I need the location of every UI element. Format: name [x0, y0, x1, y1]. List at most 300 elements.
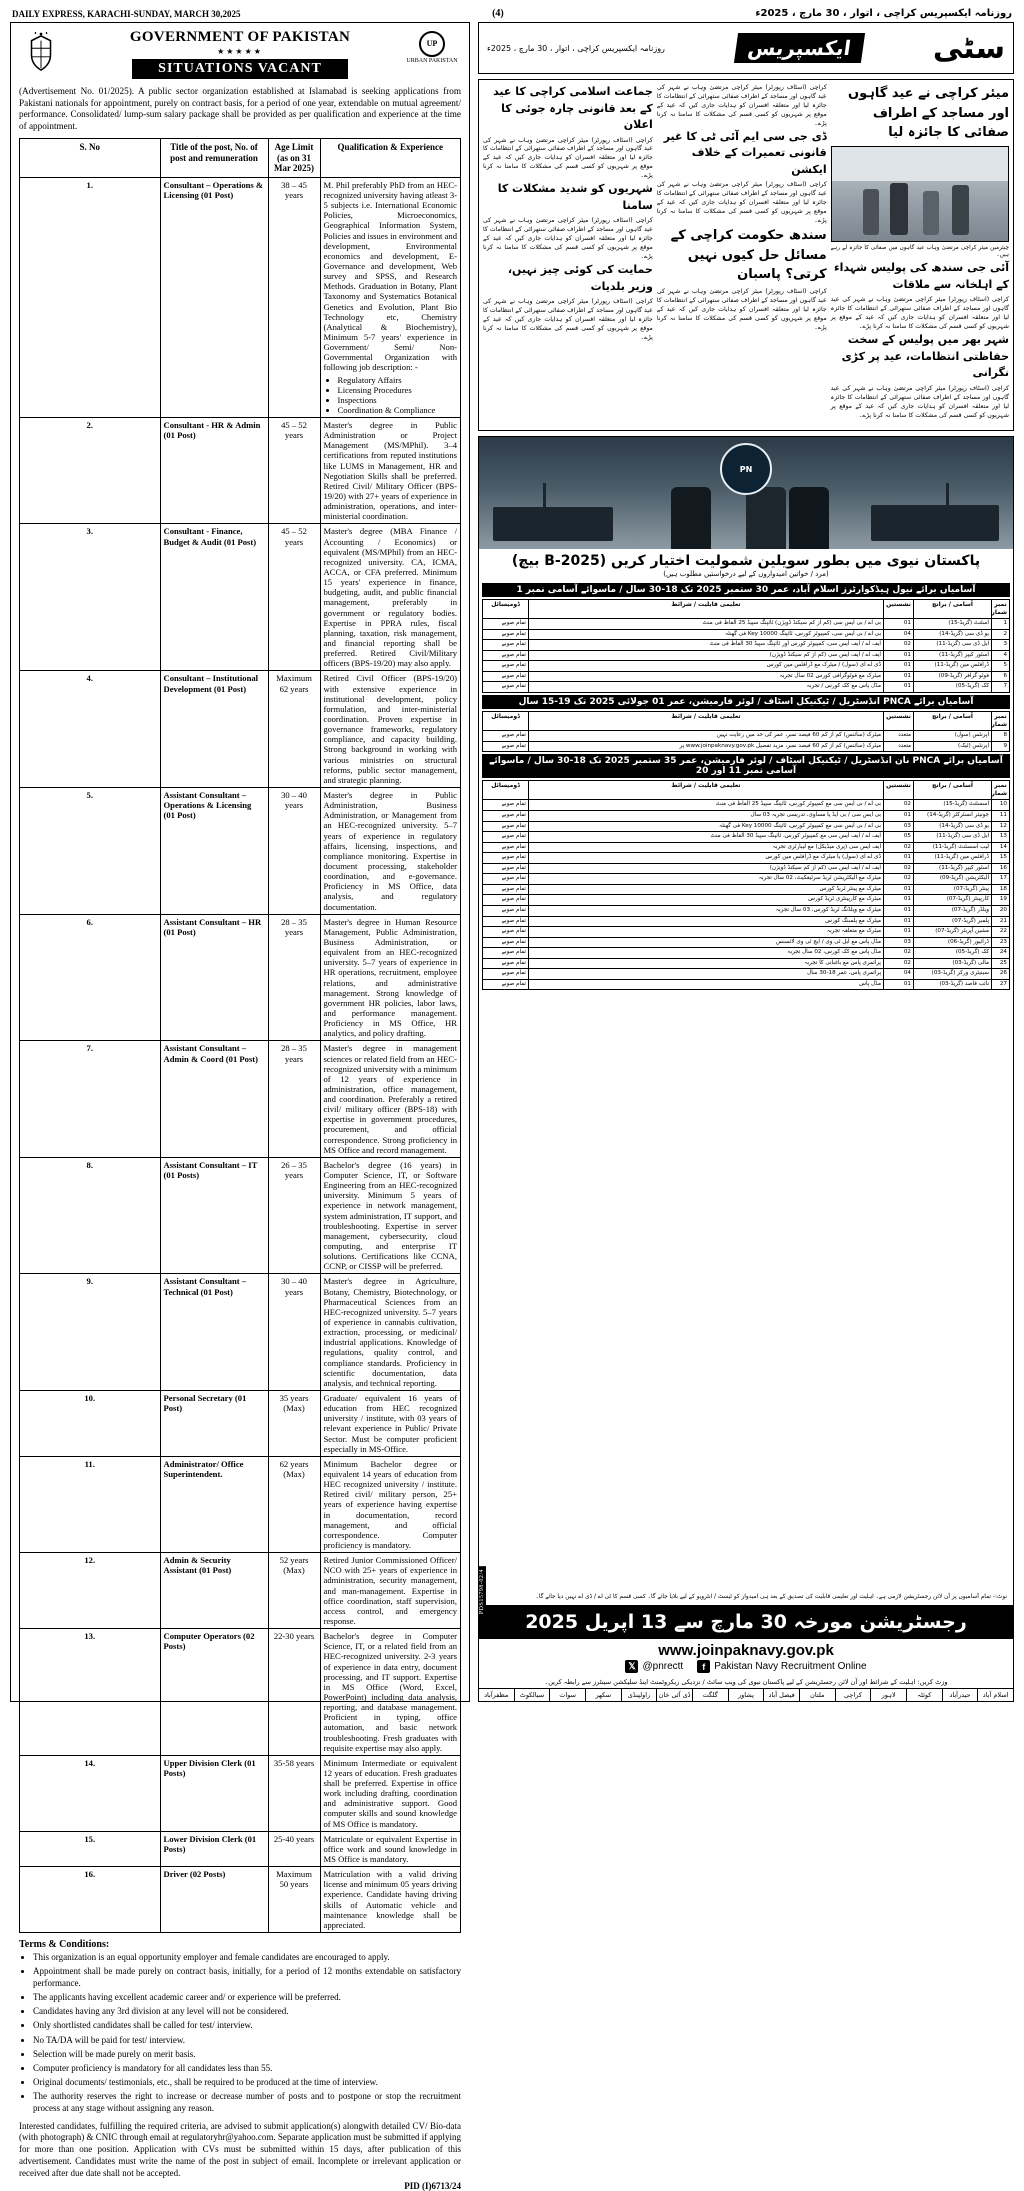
row-branch: ڈرافٹس مین (گریڈ-11): [914, 853, 992, 864]
table-row: [483, 842, 1010, 853]
express-city-banner: [478, 22, 1014, 74]
table-row: [20, 1391, 461, 1457]
row-seats: 01: [884, 927, 914, 938]
row-post-title: Assistant Consultant – HR (01 Post): [160, 914, 268, 1041]
row-number: 25: [992, 958, 1010, 969]
row-qualification: Matriculation with a valid driving license and minimum 05 years driving experience. Candidate having driving skills of Automatic vehicle and maintenance knowledge shall be appreciated.: [320, 1867, 461, 1933]
row-serial-number: 6.: [20, 914, 161, 1041]
row-age-limit: 30 – 40 years: [268, 787, 320, 914]
row-qualification: ایف اے / ایف ایس سی (کم از کم سیکنڈ ڈویژن): [529, 863, 884, 874]
row-age-limit: 45 – 52 years: [268, 418, 320, 524]
news-body-2: کراچی (اسٹاف رپورٹر) میئر کراچی مرتضیٰ وہاب نے شہر کی عید گاہوں اور مساجد کے اطراف صفائی ستھرائی کے انتظامات کا جائزہ لیا اور متعلقہ افسران کو ہدایات جاری کیں کہ عید کے موقع پر شہریوں کو کسی قسم کی مشکلات کا سامنا نہ کرنا پڑے۔: [830, 384, 1009, 419]
row-qualification: Master's degree in Agriculture, Botany, Chemistry, Biotechnology, or Pharmaceutical Sciences from an HEC-recognized university. 5–7 years of experience in cannabis cultivation, extraction, processing, or medicinal/ industrial applications. Knowledge of regulations, quality control, and compliance standards. Proficiency in scientific documentation, data analysis, and technical reporting.: [320, 1274, 461, 1391]
row-branch: الیکٹریشن (گریڈ-09): [914, 874, 992, 885]
row-number: 24: [992, 948, 1010, 959]
facebook-handle: Pakistan Navy Recruitment Online: [714, 1661, 867, 1672]
row-age-limit: 45 – 52 years: [268, 524, 320, 671]
news-headline-1: آئی جی سندھ کی پولیس شہداء کے اہلخانہ سے ملاقات: [834, 261, 1009, 291]
row-seats: 01: [884, 811, 914, 822]
header-seats: نشستیں: [884, 600, 914, 619]
row-domicile: تمام صوبے: [483, 650, 529, 661]
row-qualification: ایف اے / ایف ایس سی مع کمپیوٹر کورس، ٹائپنگ سپیڈ 30 الفاظ فی منٹ: [529, 832, 884, 843]
row-serial-number: 1.: [20, 177, 161, 417]
row-age-limit: 28 – 35 years: [268, 1041, 320, 1158]
row-seats: 02: [884, 863, 914, 874]
row-domicile: تمام صوبے: [483, 640, 529, 651]
news-block: [478, 79, 1014, 431]
recruitment-centre: اسلام آباد: [977, 1689, 1013, 1701]
row-qualification: میٹرک مع الیکٹریشن ٹریڈ سرٹیفکیٹ، 02 سال تجربہ: [529, 874, 884, 885]
news-body-8: کراچی (اسٹاف رپورٹر) میئر کراچی مرتضیٰ وہاب نے شہر کی عید گاہوں اور مساجد کے اطراف صفائی ستھرائی کے انتظامات کا جائزہ لیا اور متعلقہ افسران کو ہدایات جاری کیں کہ عید کے موقع پر شہریوں کو کسی قسم کی مشکلات کا سامنا نہ کرنا پڑے۔: [482, 298, 653, 342]
row-branch: لیب اسسٹنٹ (گریڈ-11): [914, 842, 992, 853]
table-row: [20, 1041, 461, 1158]
row-number: 3: [992, 640, 1010, 651]
row-serial-number: 10.: [20, 1391, 161, 1457]
row-serial-number: 4.: [20, 671, 161, 788]
row-age-limit: 22-30 years: [268, 1629, 320, 1756]
navy-footer: [479, 1590, 1013, 1701]
row-domicile: تمام صوبے: [483, 800, 529, 811]
recruitment-centre: ڈی آئی خان: [656, 1689, 692, 1701]
row-seats: 02: [884, 842, 914, 853]
row-qualification: Master's degree in Public Administration, Business Administration, or Management from an HEC-recognized university. 5–7 years of experience in regulatory affairs, licensing, inspections, and compliance monitoring. Expertise in document processing, stakeholder coordination, and e-governance. Proficiency in MS Office, data analysis, and regulatory documentation.: [320, 787, 461, 914]
term-item: • Appointment shall be made purely on contract basis, initially, for a period of 12 months extendable on satisfactory performance.: [33, 1966, 461, 1989]
navy-note: نوٹ:- تمام آسامیوں پر آن لائن رجسٹریشن لازمی ہے۔ اہلیت اور تعلیمی قابلیت کی تصدیق کے بعد ہی امیدوار کو ٹیسٹ / انٹرویو کے لیے بلایا جائے گا۔ کسی قسم کا ٹی اے / ڈی اے نہیں دیا جائے گا۔: [535, 1594, 1007, 1601]
row-qualification: Minimum Bachelor degree or equivalent 14 years of education from HEC recognized university / institute. Retired civil/ military person, 25+ years of experience having expertise in documentation, record management, and official correspondence. Computer proficiency is mandatory.: [320, 1456, 461, 1552]
row-number: 16: [992, 863, 1010, 874]
row-domicile: تمام صوبے: [483, 821, 529, 832]
row-domicile: تمام صوبے: [483, 979, 529, 990]
header-domicile: ڈومیسائل: [483, 712, 529, 731]
ad-header: [19, 29, 461, 79]
masthead: [10, 8, 1014, 22]
row-domicile: تمام صوبے: [483, 927, 529, 938]
row-number: 26: [992, 969, 1010, 980]
row-qualification: M. Phil preferably PhD from an HEC-recognized university having atleast 3-5 subjects i.e. International Economic Policies, Microeconomics, Geographical Information System, Policies and issues in environment and development, Environmental economics and development, E-Governance and development, Web survey and SPSS, and Research Methods. Graduation in Botany, Plant Taxonomy and Systematics Botanical Genetics and Evolution, Plant Bio Technology etc, Chemistry (Analytical & Biochemistry), Minimum 5-7 years' experience in Government/ Semi/ Non-Governmental Organization with following job description: - • Regulatory Affairs • Licensing Procedures • Inspections • Coordination & Compliance: [320, 177, 461, 417]
news-headline-4: سندھ حکومت کراچی کے مسائل حل کیوں نہیں کرتی؟ پاسبان: [670, 228, 827, 283]
row-domicile: تمام صوبے: [483, 832, 529, 843]
row-branch: پینٹر (گریڈ-07): [914, 884, 992, 895]
row-age-limit: 26 – 35 years: [268, 1157, 320, 1274]
row-branch: کارپینٹر (گریڈ-07): [914, 895, 992, 906]
page-columns: [10, 22, 1014, 2191]
recruitment-centre: کراچی: [835, 1689, 871, 1701]
row-qualification: Master's degree (MBA Finance / Accounting / Economics) or equivalent (MS/MPhil) from an HEC-recognized university. CA, ICMA, ACCA, or CFA preferred. Minimum 15 years' experience in finance, budgeting, audit, and public financial management, preferably in government or regulatory bodies. Expertise in PPRA rules, fiscal planning, taxation, risk management, and financial reporting shall be preferred. Retired Civil/Military officers (BPS-19/20) may also apply.: [320, 524, 461, 671]
recruitment-centre: مظفرآباد: [484, 1691, 509, 1699]
term-item: • Candidates having any 3rd division at any level will not be considered.: [33, 2006, 461, 2018]
header-qualification: Qualification & Experience: [320, 139, 461, 178]
header-age: Age Limit (as on 31 Mar 2025): [268, 139, 320, 178]
photo-figure: [890, 183, 908, 235]
news-headline-6: شہریوں کو شدید مشکلات کا سامنا: [497, 182, 653, 212]
table-row: [483, 682, 1010, 693]
table-row: [20, 787, 461, 914]
row-qualification: بی اے / بی ایس سی مع کمپیوٹر کورس، ٹائپنگ Key 10000 فی گھنٹہ: [529, 821, 884, 832]
row-number: 15: [992, 853, 1010, 864]
row-domicile: تمام صوبے: [483, 619, 529, 630]
photo-figure: [952, 185, 969, 235]
row-number: 2: [992, 629, 1010, 640]
term-item: • Only shortlisted candidates shall be called for test/ interview.: [33, 2020, 461, 2032]
row-seats: 01: [884, 682, 914, 693]
row-branch: ویلڈر (گریڈ-07): [914, 905, 992, 916]
facebook-link[interactable]: [697, 1660, 866, 1673]
table-row: [20, 1274, 461, 1391]
row-qualification: Retired Civil Officer (BPS-19/20) with extensive experience in institutional development, policy formulation, and inter-ministerial coordination. Proven expertise in governance frameworks, regulatory compliance, and capacity building. Strong background in working with various ministries on structural reforms, public sector management, and strategic planning.: [320, 671, 461, 788]
row-qualification: پرائمری پاس مع باغبانی کا تجربہ: [529, 958, 884, 969]
row-qualification: ڈی اے ای (سول) / میٹرک مع ڈرافٹس مین کورس: [529, 661, 884, 672]
row-qualification: Minimum Intermediate or equivalent 12 years of education. Fresh graduates shall be preferred. Expertise in office work including drafting, coordination and administrative support. Good computer skills and sound knowledge of MS Office is mandatory.: [320, 1755, 461, 1831]
table-row: [483, 916, 1010, 927]
row-serial-number: 11.: [20, 1456, 161, 1552]
list-item: • Coordination & Compliance: [338, 405, 458, 415]
row-qualification: Master's degree in Public Administration or Project Management (MS/MPhil). 3–4 certifications from reputed institutions like LUMS in Management, HR and Negotiation Skills shall be preferred. Retired Civil/ Military Officer (BPS-19/20) with 27+ years of experience in administration, operations, and inter-ministerial coordination.: [320, 418, 461, 524]
row-branch: کک (گریڈ-05): [914, 948, 992, 959]
news-body-1: کراچی (اسٹاف رپورٹر) میئر کراچی مرتضیٰ وہاب نے شہر کی عید گاہوں اور مساجد کے اطراف صفائی ستھرائی کے انتظامات کا جائزہ لیا اور متعلقہ افسران کو ہدایات جاری کیں کہ عید کے موقع پر شہریوں کو کسی قسم کی مشکلات کا سامنا نہ کرنا پڑے۔: [830, 296, 1009, 331]
navy-personnel: [746, 487, 786, 549]
header-qualification: تعلیمی قابلیت / شرائط: [529, 781, 884, 800]
row-number: 8: [992, 731, 1010, 742]
table-row: [483, 969, 1010, 980]
row-seats: 02: [884, 800, 914, 811]
row-branch: فوٹو گرافر (گریڈ-09): [914, 671, 992, 682]
row-qualification: بی اے / بی ایس سی (کم از کم سیکنڈ ڈویژن) ٹائپنگ سپیڈ 25 الفاظ فی منٹ: [529, 619, 884, 630]
pid-number: PID (I)6713/24: [404, 2181, 461, 2191]
row-serial-number: 15.: [20, 1831, 161, 1866]
header-no: نمبر شمار: [992, 712, 1010, 731]
row-domicile: تمام صوبے: [483, 661, 529, 672]
row-post-title: Upper Division Clerk (01 Posts): [160, 1755, 268, 1831]
term-item: • The applicants having excellent academic career and/ or experience will be preferred.: [33, 1992, 461, 2004]
row-qualification: Graduate/ equivalent 16 years of education from HEC recognized university / institute, with 03 years of relevant experience in Public/ Private Sector. Must be computer proficient especially in MS-Office.: [320, 1391, 461, 1457]
row-post-title: Consultant - HR & Admin (01 Post): [160, 418, 268, 524]
table-row: [483, 741, 1010, 752]
terms-title: Terms & Conditions:: [19, 1939, 110, 1951]
row-seats: 01: [884, 916, 914, 927]
row-qualification: ایف اے / ایف ایس سی، کمپیوٹر کورس اور ٹائپنگ سپیڈ 30 الفاظ فی منٹ: [529, 640, 884, 651]
jobs-table-header-row: [20, 139, 461, 178]
news-column-2: [657, 84, 827, 426]
row-post-title: Computer Operators (02 Posts): [160, 1629, 268, 1756]
row-branch: سینیٹری ورکر (گریڈ-03): [914, 969, 992, 980]
recruitment-centre: گلگت: [692, 1689, 728, 1701]
row-post-title: Assistant Consultant – Technical (01 Post): [160, 1274, 268, 1391]
news-body-7: کراچی (اسٹاف رپورٹر) میئر کراچی مرتضیٰ وہاب نے شہر کی عید گاہوں اور مساجد کے اطراف صفائی ستھرائی کے انتظامات کا جائزہ لیا اور متعلقہ افسران کو ہدایات جاری کیں کہ عید کے موقع پر شہریوں کو کسی قسم کی مشکلات کا سامنا نہ کرنا پڑے۔: [482, 217, 653, 261]
row-seats: 03: [884, 937, 914, 948]
row-domicile: تمام صوبے: [483, 629, 529, 640]
photo-figure: [863, 189, 879, 235]
term-item: • This organization is an equal opportunity employer and female candidates are encouraged to apply.: [33, 1952, 461, 1964]
table-row: [483, 979, 1010, 990]
row-domicile: تمام صوبے: [483, 948, 529, 959]
application-instructions: Interested candidates, fulfilling the required criteria, are advised to submit application(s) alongwith detailed CV/ Bio-data (with photograph) & CNIC through email at regulatoryhr@yahoo.com. Separate application must be submitted if applying for more than one position. Application with CVs must be submitted within 15 days, after publication of this advertisement. Candidates must write the name of the post in subject of email. Incomplete or irrelevant application or received after due date shall not be accepted.: [19, 2120, 461, 2178]
recruitment-centre: سوات: [549, 1689, 585, 1701]
list-item: • Licensing Procedures: [338, 385, 458, 395]
recruitment-centre: حیدرآباد: [942, 1689, 978, 1701]
row-qualification: میٹرک (سائنس) کم از کم 60 فیصد نمبر، مزید تفصیل www.joinpaknavy.gov.pk پر: [529, 741, 884, 752]
photo-figure: [923, 191, 939, 235]
row-seats: 02: [884, 948, 914, 959]
row-number: 10: [992, 800, 1010, 811]
photo-caption: چیئرمین میئر کراچی مرتضیٰ وہاب عید گاہوں میں صفائی کا جائزہ لے رہے ہیں۔: [830, 244, 1009, 259]
masthead-left: DAILY EXPRESS, KARACHI-SUNDAY, MARCH 30,2025: [12, 8, 241, 19]
header-no: نمبر شمار: [992, 600, 1010, 619]
row-post-title: Consultant – Institutional Development (01 Post): [160, 671, 268, 788]
term-item: • Original documents/ testimonials, etc., shall be required to be produced at the time of interview.: [33, 2077, 461, 2089]
row-domicile: تمام صوبے: [483, 842, 529, 853]
row-number: 18: [992, 884, 1010, 895]
table-row: [483, 905, 1010, 916]
row-domicile: تمام صوبے: [483, 853, 529, 864]
list-item: • Regulatory Affairs: [338, 375, 458, 385]
table-row: [483, 671, 1010, 682]
row-domicile: تمام صوبے: [483, 895, 529, 906]
row-domicile: تمام صوبے: [483, 682, 529, 693]
navy-ad-title: پاکستان نیوی میں بطور سویلین شمولیت اختیار کریں (B-2025 بیچ): [511, 553, 981, 569]
recruitment-centre: سکھر: [585, 1689, 621, 1701]
row-branch: ایل ڈی سی (گریڈ-11): [914, 640, 992, 651]
navy-vacancy-table: [482, 711, 1010, 752]
table-row: [483, 731, 1010, 742]
row-qualification: Matriculate or equivalent Expertise in office work and sound knowledge in MS Office is mandatory.: [320, 1831, 461, 1866]
table-row: [483, 811, 1010, 822]
header-sno: S. No: [20, 139, 161, 178]
navy-visit-line: وزٹ کریں: اہلیت کے شرائط اور آن لائن رجسٹریشن کے لیے پاکستان نیوی کی ویب سائٹ / نزدیکی ریکروٹمنٹ اینڈ سلیکشن سینٹرز سے رابطہ کریں۔: [544, 1678, 948, 1686]
table-row: [483, 927, 1010, 938]
header-branch: آسامی / برانچ: [914, 781, 992, 800]
row-seats: 05: [884, 832, 914, 843]
table-row: [483, 958, 1010, 969]
news-column-1: [831, 84, 1009, 426]
navy-ad-subtitle: (مرد / خواتین امیدواروں کے لیے درخواستیں مطلوب ہیں): [663, 570, 829, 578]
row-qualification: میٹرک مع فوٹوگرافی کورس 02 سال تجربہ: [529, 671, 884, 682]
row-age-limit: 30 – 40 years: [268, 1274, 320, 1391]
header-branch: آسامی / برانچ: [914, 600, 992, 619]
row-qualification: میٹرک مع ویلڈنگ ٹریڈ کورس، 03 سال تجربہ: [529, 905, 884, 916]
row-serial-number: 12.: [20, 1553, 161, 1629]
row-age-limit: Maximum 62 years: [268, 671, 320, 788]
row-domicile: تمام صوبے: [483, 969, 529, 980]
row-qualification: Master's degree in Human Resource Management, Public Administration, Business Administration, or equivalent from an HEC-recognized university. 5–7 years of experience in HR operations, recruitment, employee relations, and administrative management. Strong knowledge of government HR policies, labor laws, and performance management. Proficiency in MS Office, HR analytics, and policy drafting.: [320, 914, 461, 1041]
row-number: 5: [992, 661, 1010, 672]
row-domicile: تمام صوبے: [483, 741, 529, 752]
row-number: 23: [992, 937, 1010, 948]
row-number: 21: [992, 916, 1010, 927]
header-domicile: ڈومیسائل: [483, 600, 529, 619]
header-seats: نشستیں: [884, 712, 914, 731]
row-seats: 02: [884, 640, 914, 651]
navy-table-header-row: [483, 600, 1010, 619]
row-domicile: تمام صوبے: [483, 884, 529, 895]
table-row: [483, 832, 1010, 843]
row-branch: اسٹور کیپر (گریڈ-11): [914, 650, 992, 661]
row-qualification: میٹرک (سائنس) کم از کم 60 فیصد نمبر، عمر کی حد میں رعایت نہیں: [529, 731, 884, 742]
row-qualification: Bachelor's degree in Computer Science, IT, or a related field from an HEC-recognized university. 2-3 years of experience in data entry, document processing, and IT support. Expertise in MS Office (Word, Excel, PowerPoint) including data analysis, reporting, and database management. Proficient in typing, office automation, and basic network troubleshooting. Fresh graduates with requisite expertise may also apply.: [320, 1629, 461, 1756]
row-number: 17: [992, 874, 1010, 885]
table-row: [483, 661, 1010, 672]
table-row: [483, 948, 1010, 959]
situations-vacant-banner: SITUATIONS VACANT: [132, 59, 348, 79]
photo-sky: [832, 147, 1008, 181]
x-twitter-icon: 𝕏: [625, 1660, 638, 1673]
header-seats: نشستیں: [884, 781, 914, 800]
row-post-title: Assistant Consultant – Admin & Coord (01 Post): [160, 1041, 268, 1158]
row-branch: ڈرافٹس مین (گریڈ-11): [914, 661, 992, 672]
table-row: [20, 524, 461, 671]
row-qualification: مڈل پاس مع ایل ٹی وی / ایچ ٹی وی لائسنس: [529, 937, 884, 948]
table-row: [483, 800, 1010, 811]
navy-ship: [493, 507, 613, 541]
row-number: 6: [992, 671, 1010, 682]
row-number: 7: [992, 682, 1010, 693]
navy-table-header-row: [483, 712, 1010, 731]
header-qualification: تعلیمی قابلیت / شرائط: [529, 712, 884, 731]
recruitment-centre: ملتان: [799, 1689, 835, 1701]
row-branch: پلمبر (گریڈ-07): [914, 916, 992, 927]
term-item: • The authority reserves the right to increase or decrease number of posts and to postpone or stop the recruitment process at any stage without assigning any reason.: [33, 2091, 461, 2114]
table-row: [483, 937, 1010, 948]
recruitment-centre: فیصل آباد: [763, 1689, 799, 1701]
x-twitter-link[interactable]: [625, 1660, 683, 1673]
recruitment-centres-list: [479, 1688, 1013, 1701]
pakistan-navy-crest-icon: PN: [720, 443, 772, 495]
row-qualification: بی ایس سی / بی ایڈ یا مساوی، تدریسی تجربہ 03 سال: [529, 811, 884, 822]
navy-section-heading: آسامیاں برائے PNCA انڈسٹریل / ٹیکنیکل اسٹاف / لوئر فارمیشن، عمر 01 جولائی 2025 تک 19-15 سال: [482, 695, 1010, 709]
row-seats: 01: [884, 853, 914, 864]
row-age-limit: 25-40 years: [268, 1831, 320, 1866]
navy-section-heading: آسامیاں برائے PNCA نان انڈسٹریل / ٹیکنیکل اسٹاف / لوئر فارمیشن، عمر 35 ستمبر 2025 تک 18-30 سال / ماسوائے آسامی نمبر 11 اور 20: [482, 754, 1010, 778]
row-qualification: میٹرک مع پینٹر ٹریڈ کورس: [529, 884, 884, 895]
navy-ship-mast: [543, 483, 546, 509]
news-headline-7: حمایت کی کوئی چیز نہیں، وزیر بلدیات: [507, 263, 653, 293]
table-row: [20, 1456, 461, 1552]
row-domicile: تمام صوبے: [483, 905, 529, 916]
terms-list: [33, 1952, 461, 2115]
table-row: [20, 1553, 461, 1629]
table-row: [483, 640, 1010, 651]
row-post-title: Lower Division Clerk (01 Posts): [160, 1831, 268, 1866]
row-domicile: تمام صوبے: [483, 671, 529, 682]
row-seats: 02: [884, 874, 914, 885]
row-qualification: پرائمری پاس، عمر 18-30 سال: [529, 969, 884, 980]
row-post-title: Administrator/ Office Superintendent.: [160, 1456, 268, 1552]
row-qualification: ایف ایس سی (پری میڈیکل) مع لیبارٹری تجربہ: [529, 842, 884, 853]
navy-wrap: [479, 437, 1013, 1701]
recruitment-centre: سیالکوٹ: [514, 1689, 550, 1701]
row-age-limit: 28 – 35 years: [268, 914, 320, 1041]
header-no: نمبر شمار: [992, 781, 1010, 800]
list-item: • Inspections: [338, 395, 458, 405]
row-branch: ڈرائیور (گریڈ-06): [914, 937, 992, 948]
navy-website-link[interactable]: www.joinpaknavy.gov.pk: [658, 1642, 834, 1659]
ad-reference-code: PDS15798-02/4: [478, 1566, 486, 1617]
row-qualification: Bachelor's degree (16 years) in Computer Science, IT, or Software Engineering from an HEC-recognized university. Minimum 5 years of experience in network management, system administration, IT support, and troubleshooting. Expertise in server management, cybersecurity, cloud computing, and enterprise IT solutions. Certifications like CCNA, CCNP, or CISSP will be preferred.: [320, 1157, 461, 1274]
header-domicile: ڈومیسائل: [483, 781, 529, 800]
table-row: [20, 1831, 461, 1866]
row-seats: 01: [884, 905, 914, 916]
row-serial-number: 2.: [20, 418, 161, 524]
row-qualification: ڈی اے ای (سول) یا میٹرک مع ڈرافٹس مین کورس: [529, 853, 884, 864]
row-seats: 01: [884, 671, 914, 682]
row-domicile: تمام صوبے: [483, 731, 529, 742]
navy-personnel: [789, 487, 829, 549]
row-seats: 04: [884, 969, 914, 980]
row-domicile: تمام صوبے: [483, 811, 529, 822]
row-number: 27: [992, 979, 1010, 990]
navy-table-header-row: [483, 781, 1010, 800]
row-branch: یو ڈی سی (گریڈ-14): [914, 629, 992, 640]
row-qualification: Retired Junior Commissioned Officer/ NCO with 25+ years of experience in administration, security management, and man-management. Expertise in office coordination, staff supervision, access control, and emergency response.: [320, 1553, 461, 1629]
row-branch: ایل ڈی سی (گریڈ-11): [914, 832, 992, 843]
row-number: 13: [992, 832, 1010, 843]
row-serial-number: 8.: [20, 1157, 161, 1274]
term-item: • Selection will be made purely on merit basis.: [33, 2049, 461, 2061]
row-domicile: تمام صوبے: [483, 958, 529, 969]
table-row: [483, 863, 1010, 874]
table-row: [20, 671, 461, 788]
navy-section-heading: آسامیاں برائے نیول ہیڈکوارٹرز اسلام آباد، عمر 30 ستمبر 2025 تک 18-30 سال / ماسوائے آسامی نمبر 1: [482, 583, 1010, 597]
row-seats: متعدد: [884, 741, 914, 752]
table-row: [20, 914, 461, 1041]
pakistan-navy-advertisement: [478, 436, 1014, 1702]
news-headline-5: جماعت اسلامی کراچی کا عید کے بعد قانونی چارہ جوئی کا اعلان: [493, 85, 653, 131]
row-domicile: تمام صوبے: [483, 916, 529, 927]
news-photo: [831, 146, 1009, 242]
qualification-bullets: [338, 375, 458, 416]
row-seats: 01: [884, 619, 914, 630]
recruitment-centre: کوئٹہ: [906, 1689, 942, 1701]
table-row: [483, 650, 1010, 661]
news-headline-3: ڈی جی سی ایم آئی ٹی کا غیر قانونی تعمیرات کے خلاف ایکشن: [663, 129, 827, 176]
row-seats: 01: [884, 650, 914, 661]
row-qualification: ایف اے / ایف ایس سی (کم از کم سیکنڈ ڈویژن): [529, 650, 884, 661]
state-emblem-icon: [21, 31, 61, 75]
right-column: [478, 22, 1014, 1702]
urban-pakistan-mark: UP: [419, 31, 445, 57]
row-number: 19: [992, 895, 1010, 906]
row-post-title: Assistant Consultant – Operations & Licensing (01 Post): [160, 787, 268, 914]
row-post-title: Consultant – Operations & Licensing (01 Post): [160, 177, 268, 417]
stars-divider: ★★★★★: [217, 47, 263, 56]
table-row: [483, 619, 1010, 630]
jobs-table: [19, 138, 461, 1933]
row-post-title: Admin & Security Assistant (01 Post): [160, 1553, 268, 1629]
news-body-3: کراچی (اسٹاف رپورٹر) میئر کراچی مرتضیٰ وہاب نے شہر کی عید گاہوں اور مساجد کے اطراف صفائی ستھرائی کے انتظامات کا جائزہ لیا اور متعلقہ افسران کو ہدایات جاری کیں کہ عید کے موقع پر شہریوں کو کسی قسم کی مشکلات کا سامنا نہ کرنا پڑے۔: [656, 84, 827, 127]
row-seats: 02: [884, 958, 914, 969]
navy-vacancy-table: [482, 780, 1010, 990]
government-advertisement: [10, 22, 470, 2191]
row-number: 12: [992, 821, 1010, 832]
row-age-limit: 62 years (Max): [268, 1456, 320, 1552]
advertisement-intro: (Advertisement No. 01/2025). A public sector organization established at Islamabad is seeking applications from Pakistani nationals for appointment, purely on contract basis, for a period of one year, extendable on mutual agreement/ performance. Consolidated/ lump-sum salary package shall be provided as per qualification and experience at the time of appointment.: [19, 86, 461, 131]
row-post-title: Driver (02 Posts): [160, 1867, 268, 1933]
row-post-title: Personal Secretary (01 Post): [160, 1391, 268, 1457]
row-serial-number: 16.: [20, 1867, 161, 1933]
table-row: [483, 884, 1010, 895]
urban-pakistan-label: URBAN PAKISTAN: [406, 58, 458, 64]
term-item: • No TA/DA will be paid for test/ interview.: [33, 2035, 461, 2047]
row-seats: 01: [884, 895, 914, 906]
header-branch: آسامی / برانچ: [914, 712, 992, 731]
table-row: [20, 1755, 461, 1831]
row-seats: متعدد: [884, 731, 914, 742]
navy-personnel: [671, 487, 711, 549]
row-qualification: مڈل پاس مع کک کورس، 02 سال تجربہ: [529, 948, 884, 959]
news-headline-2: شہر بھر میں پولیس کے سخت حفاظتی انتظامات، عید پر کڑی نگرانی: [841, 333, 1009, 380]
row-number: 9: [992, 741, 1010, 752]
row-branch: اسٹنٹ (گریڈ-15): [914, 619, 992, 630]
row-qualification: میٹرک مع کارپینٹری ٹریڈ کورس: [529, 895, 884, 906]
